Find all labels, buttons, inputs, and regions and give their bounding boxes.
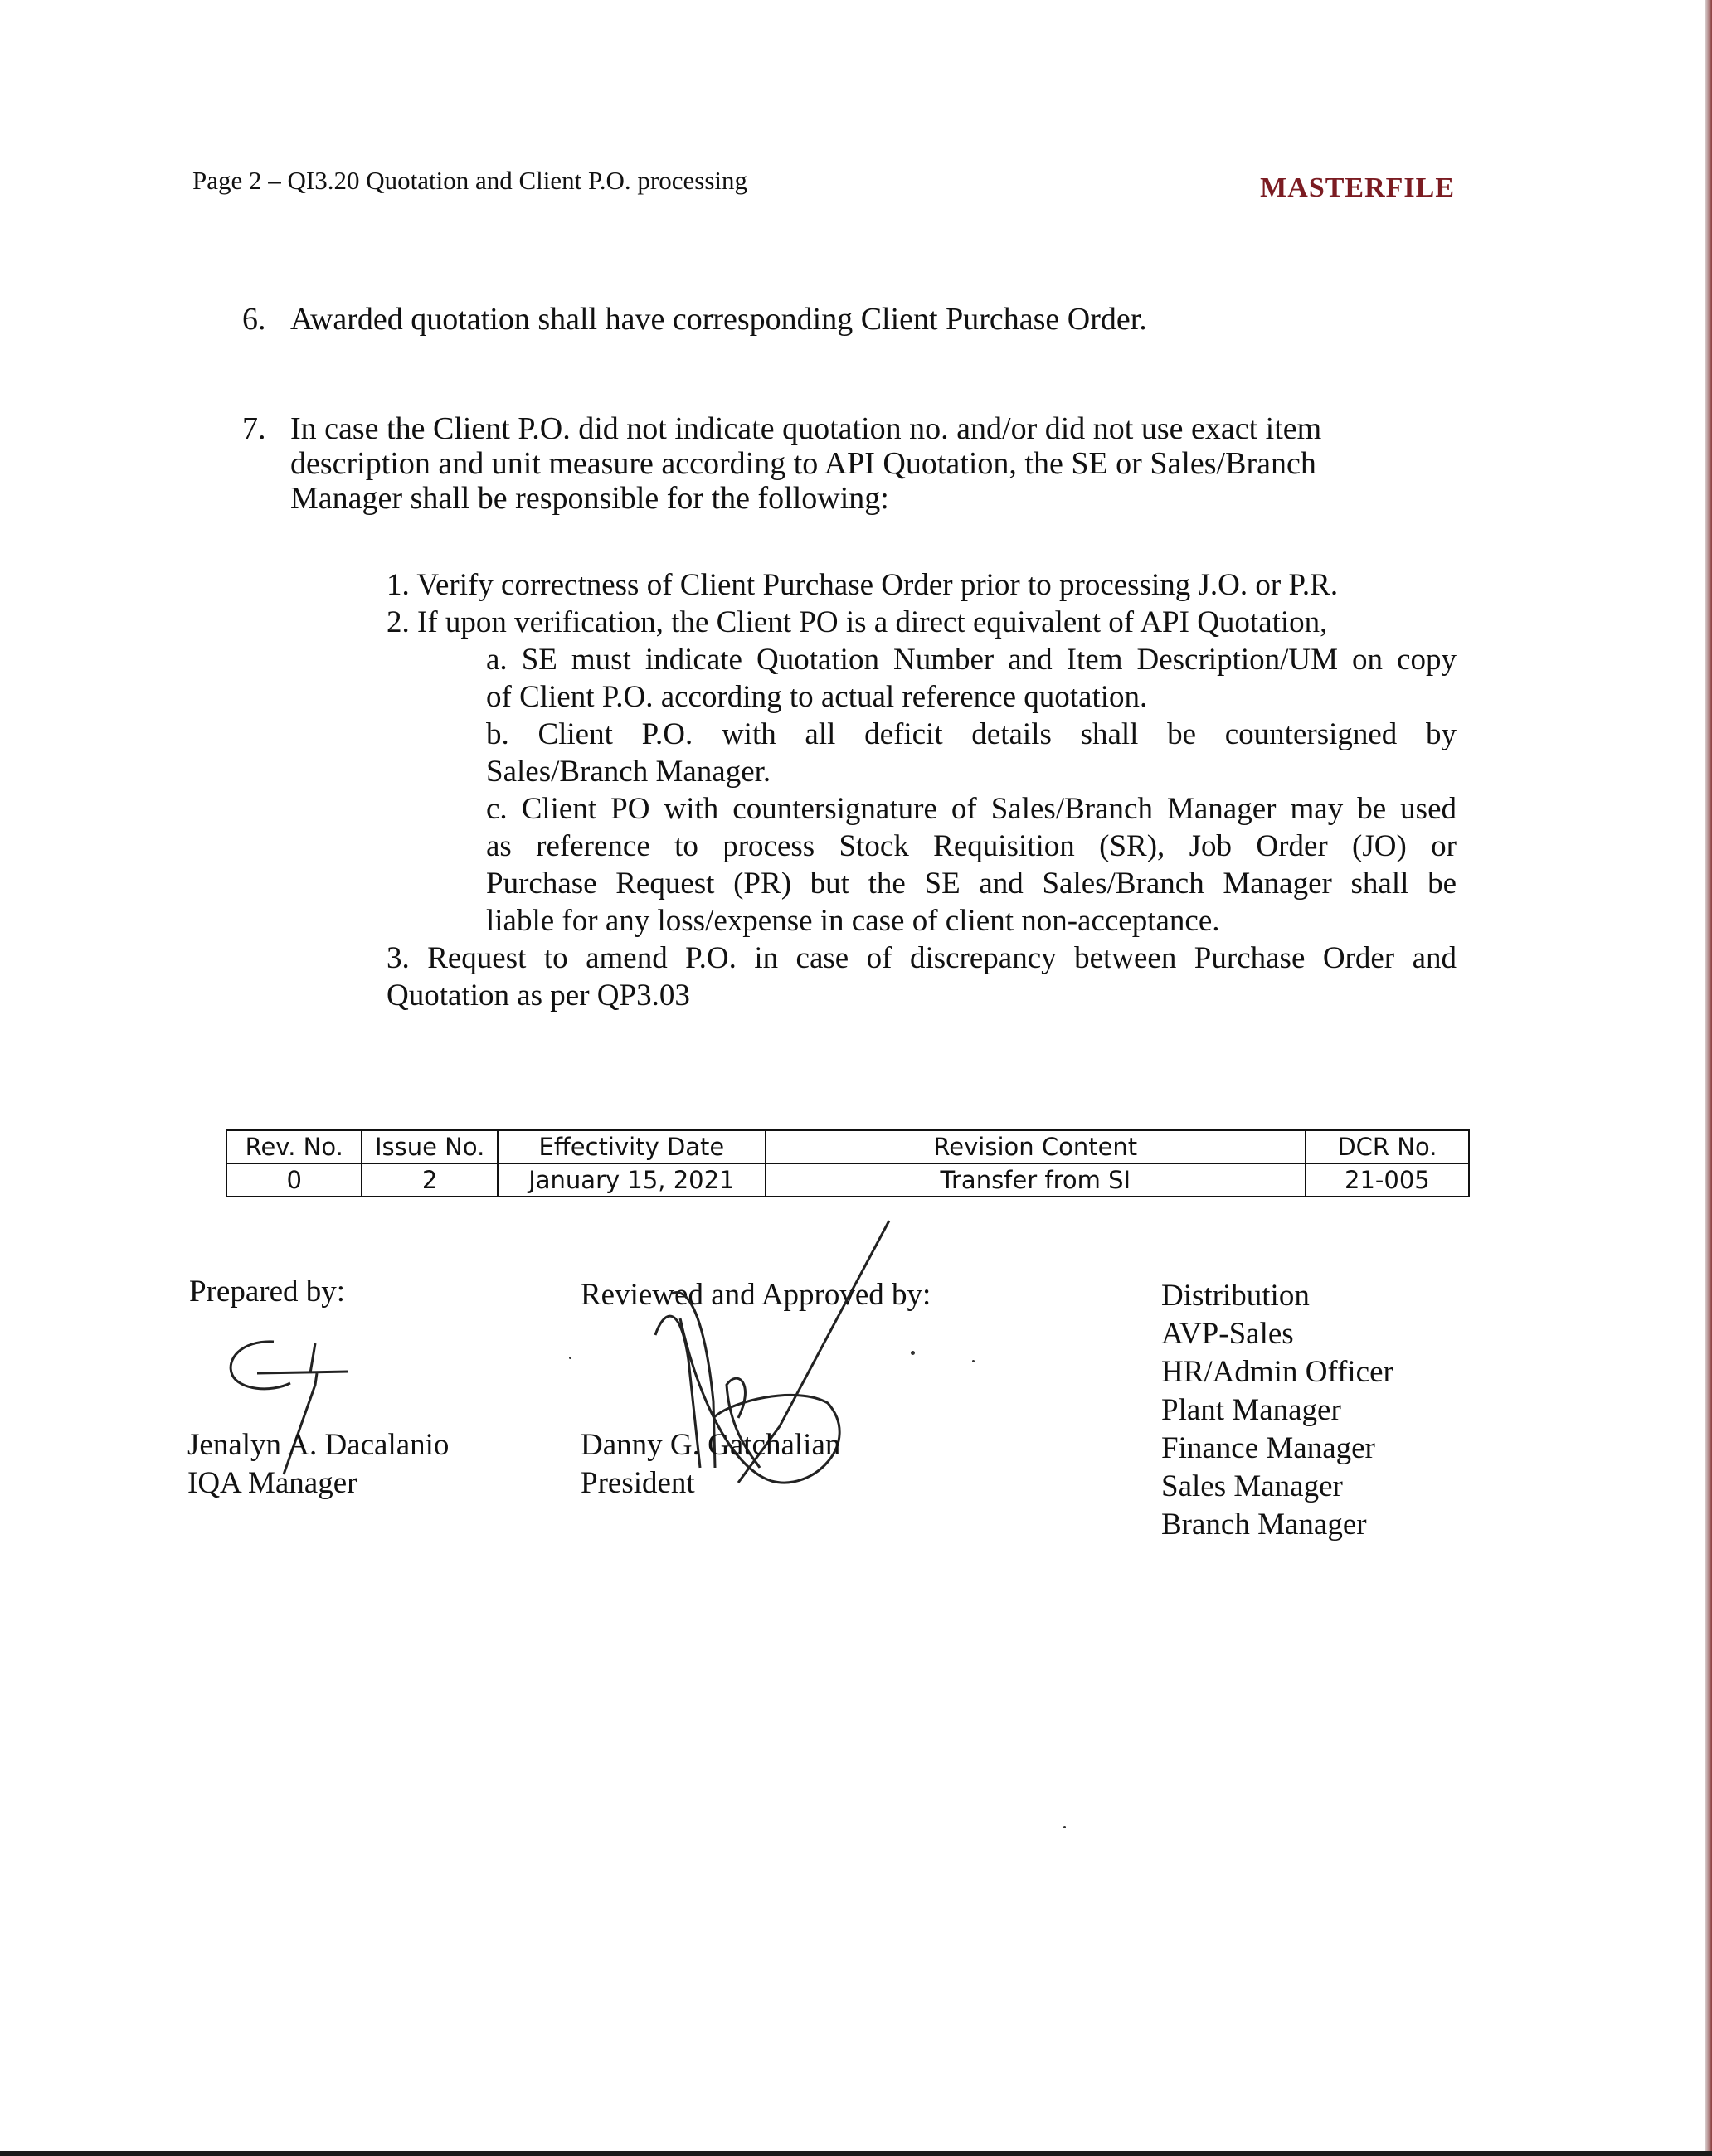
- sub-step-line: liable for any loss/expense in case of client non-acceptance.: [486, 904, 1220, 938]
- list-number: 6.: [242, 302, 266, 337]
- approver-name: Danny G. Gatchalian: [581, 1428, 841, 1462]
- table-cell: 21-005: [1306, 1163, 1469, 1197]
- prepared-by-block: [187, 1426, 449, 1503]
- column-header: Issue No.: [362, 1130, 497, 1163]
- item-text-line: description and unit measure according to API Quotation, the SE or Sales/Branch: [290, 446, 1316, 481]
- table-cell: January 15, 2021: [498, 1163, 766, 1197]
- page-header: Page 2 – QI3.20 Quotation and Client P.O. processing: [192, 166, 748, 195]
- masterfile-stamp: MASTERFILE: [1260, 172, 1455, 203]
- distribution-recipient: Plant Manager: [1161, 1393, 1341, 1427]
- scan-edge-right: [1705, 0, 1712, 2156]
- sub-step-line: Purchase Request (PR) but the SE and Sales/Branch Manager shall be: [486, 867, 1457, 901]
- item-text-line: In case the Client P.O. did not indicate quotation no. and/or did not use exact item: [290, 411, 1322, 446]
- procedure-steps: [387, 566, 1457, 641]
- distribution-recipient: Sales Manager: [1161, 1469, 1343, 1503]
- sub-step-a: [486, 641, 1457, 716]
- item-text-line: Manager shall be responsible for the following:: [290, 481, 889, 516]
- scan-speck: [911, 1351, 915, 1355]
- list-number: 7.: [242, 411, 266, 446]
- distribution-recipient: Finance Manager: [1161, 1431, 1375, 1465]
- table-row: [226, 1163, 1469, 1197]
- step-1: 1. Verify correctness of Client Purchase Order prior to processing J.O. or P.R.: [387, 568, 1339, 602]
- preparer-title: IQA Manager: [187, 1466, 357, 1500]
- distribution-label: Distribution: [1161, 1279, 1310, 1313]
- prepared-by-label: Prepared by:: [189, 1275, 346, 1309]
- revision-table: [226, 1129, 1470, 1197]
- distribution-recipient: AVP-Sales: [1161, 1317, 1294, 1351]
- sub-step-line: c. Client PO with countersignature of Sales/Branch Manager may be used: [486, 792, 1457, 826]
- table-cell: Transfer from SI: [766, 1163, 1306, 1197]
- distribution-recipient: Branch Manager: [1161, 1508, 1367, 1542]
- scan-speck: [972, 1360, 975, 1362]
- preparer-name: Jenalyn A. Dacalanio: [187, 1428, 450, 1462]
- distribution-list: [1161, 1277, 1393, 1544]
- column-header: Effectivity Date: [498, 1130, 766, 1163]
- sub-step-line: Sales/Branch Manager.: [486, 755, 771, 789]
- table-cell: 2: [362, 1163, 497, 1197]
- scan-edge-bottom: [0, 2151, 1712, 2156]
- reviewed-by-label: Reviewed and Approved by:: [581, 1278, 931, 1312]
- step-3: [387, 940, 1457, 1014]
- column-header: Revision Content: [766, 1130, 1306, 1163]
- step-3-line: Quotation as per QP3.03: [387, 978, 690, 1012]
- sub-step-line: of Client P.O. according to actual reference quotation.: [486, 680, 1148, 714]
- table-header-row: [226, 1130, 1469, 1163]
- approver-block: [581, 1426, 840, 1503]
- sub-step-line: a. SE must indicate Quotation Number and Item Description/UM on copy: [486, 643, 1457, 677]
- column-header: DCR No.: [1306, 1130, 1469, 1163]
- step-3-line: 3. Request to amend P.O. in case of discrepancy between Purchase Order and: [387, 941, 1457, 975]
- distribution-recipient: HR/Admin Officer: [1161, 1355, 1393, 1389]
- approver-title: President: [581, 1466, 695, 1500]
- scan-speck: [569, 1357, 571, 1359]
- sub-step-line: b. Client P.O. with all deficit details shall be countersigned by: [486, 717, 1457, 751]
- table-cell: 0: [226, 1163, 362, 1197]
- item-text: Awarded quotation shall have corresponding Client Purchase Order.: [290, 302, 1147, 337]
- sub-step-line: as reference to process Stock Requisition (SR), Job Order (JO) or: [486, 829, 1457, 863]
- sub-step-c: [486, 790, 1457, 940]
- column-header: Rev. No.: [226, 1130, 362, 1163]
- scan-speck: [1063, 1826, 1066, 1828]
- step-2: 2. If upon verification, the Client PO is a direct equivalent of API Quotation,: [387, 605, 1328, 639]
- sub-step-b: [486, 716, 1457, 790]
